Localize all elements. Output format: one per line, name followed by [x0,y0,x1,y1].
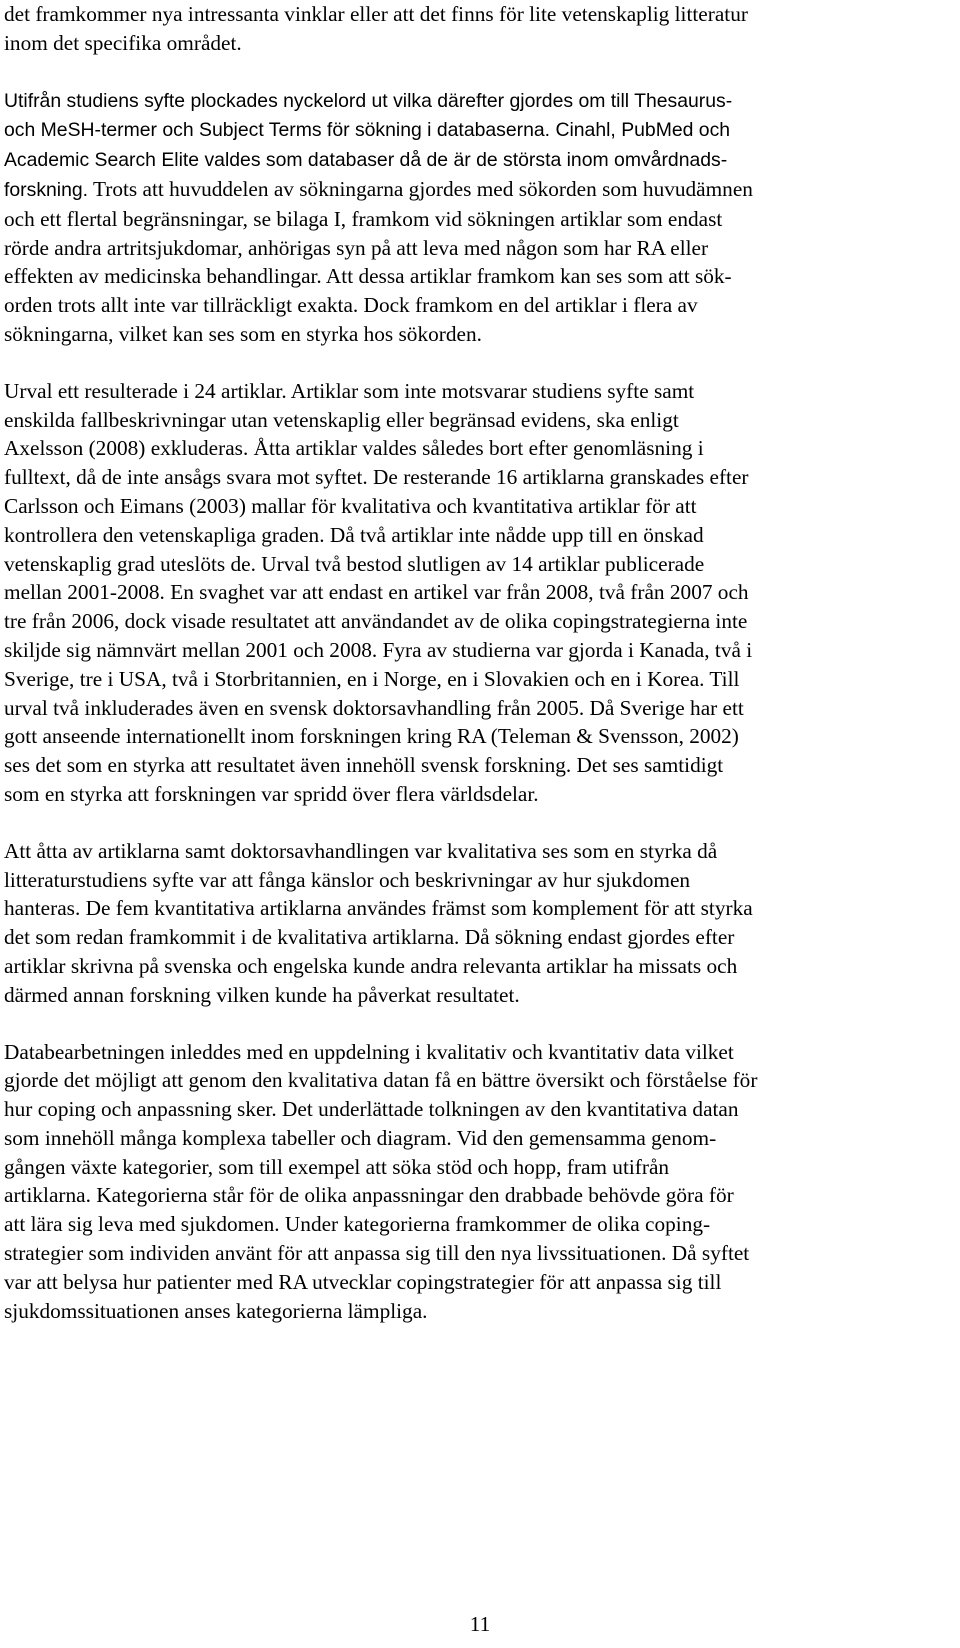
text-line [4,607,956,636]
text-line [4,205,956,234]
text-run: sökningarna, vilket kan ses som en styrka hos sökorden. [4,321,482,346]
text-run: Urval ett resulterade i 24 artiklar. Artiklar som inte motsvarar studiens syfte samt [4,378,695,403]
paragraph [4,377,956,809]
text-run: tre från 2006, dock visade resultatet att användandet av de olika copingstrategierna inte [4,609,748,634]
text-line [4,521,956,550]
text-run: Academic Search Elite valdes som databaser då de är de största inom omvårdnads- [4,149,728,172]
text-line [4,981,956,1010]
text-line [4,291,956,320]
text-run: som innehöll många komplexa tabeller och diagram. Vid den gemensamma genom- [4,1125,717,1150]
paragraph [4,86,956,349]
text-run: det framkommer nya intressanta vinklar eller att det finns för lite vetenskaplig litteratur [4,2,748,26]
text-line [4,578,956,607]
text-run: mellan 2001-2008. En svaghet var att endast en artikel var från 2008, två från 2007 och [4,580,749,605]
text-run: och MeSH-termer och Subject Terms för sökning i databaserna. Cinahl, PubMed och [4,119,731,142]
text-run: det som redan framkommit i de kvalitativa artiklarna. Då sökning endast gjordes efter [4,925,735,950]
text-run: effekten av medicinska behandlingar. Att dessa artiklar framkom kan ses som att sök- [4,264,732,289]
text-run: skiljde sig nämnvärt mellan 2001 och 2008. Fyra av studierna var gjorda i Kanada, två i [4,637,753,662]
text-line [4,234,956,263]
text-run: kontrollera den vetenskapliga graden. Då två artiklar inte nådde upp till en önskad [4,522,704,547]
text-run: Sverige, tre i USA, två i Storbritannien, en i Norge, en i Slovakien och en i Korea. Till [4,666,740,691]
text-line [4,550,956,579]
text-run: urval två inkluderades även en svensk doktorsavhandling från 2005. Då Sverige har ett [4,695,744,720]
text-run: som en styrka att forskningen var spridd över flera världsdelar. [4,781,539,806]
text-line [4,1095,956,1124]
text-line [4,1124,956,1153]
text-run: rörde andra artritsjukdomar, anhörigas syn på att leva med någon som har RA eller [4,235,709,260]
text-run: gjorde det möjligt att genom den kvalitativa datan få en bättre översikt och förståelse för [4,1068,758,1093]
text-run: artiklar skrivna på svenska och engelska kunde andra relevanta artiklar ha missats och [4,953,738,978]
text-run: Trots att huvuddelen av sökningarna gjordes med sökorden som huvudämnen [88,176,753,201]
paragraph [4,1038,956,1326]
text-line [4,463,956,492]
text-line [4,492,956,521]
text-line [4,0,956,29]
text-line [4,175,956,205]
text-line [4,320,956,349]
text-run: Att åtta av artiklarna samt doktorsavhandlingen var kvalitativa ses som en styrka då [4,838,718,863]
text-run: vetenskaplig grad uteslöts de. Urval två bestod slutligen av 14 artiklar publicerade [4,551,705,576]
text-run: inom det specifika området. [4,30,242,55]
text-run: ses det som en styrka att resultatet även innehöll svensk forskning. Det ses samtidigt [4,753,724,778]
text-line [4,434,956,463]
text-line [4,751,956,780]
text-run: litteraturstudiens syfte var att fånga känslor och beskrivningar av hur sjukdomen [4,867,691,892]
text-run: och ett flertal begränsningar, se bilaga I, framkom vid sökningen artiklar som endast [4,206,723,231]
text-line [4,29,956,58]
text-run: forskning. [4,178,89,201]
text-line [4,1297,956,1326]
text-line [4,145,956,175]
text-line [4,115,956,145]
text-line [4,406,956,435]
text-line [4,1153,956,1182]
text-run: gott anseende internationellt inom forskningen kring RA (Teleman & Svensson, 2002) [4,724,739,749]
text-line [4,923,956,952]
body-text [4,0,956,1353]
text-line [4,694,956,723]
text-line [4,780,956,809]
text-line [4,1239,956,1268]
text-line [4,866,956,895]
text-line [4,1066,956,1095]
text-run: Databearbetningen inleddes med en uppdelning i kvalitativ och kvantitativ data vilket [4,1039,734,1064]
text-line [4,722,956,751]
text-line [4,665,956,694]
text-run: enskilda fallbeskrivningar utan vetenskaplig eller begränsad evidens, ska enligt [4,407,679,432]
text-run: var att belysa hur patienter med RA utvecklar copingstrategier för att anpassa sig till [4,1269,722,1294]
paragraph [4,0,956,58]
text-run: fulltext, då de inte ansågs svara mot syftet. De resterande 16 artiklarna granskades efter [4,465,749,490]
text-line [4,86,956,116]
text-line [4,1268,956,1297]
text-run: sjukdomssituationen anses kategorierna lämpliga. [4,1298,428,1323]
text-run: strategier som individen använt för att anpassa sig till den nya livssituationen. Då syftet [4,1241,750,1266]
text-run: därmed annan forskning vilken kunde ha påverkat resultatet. [4,982,520,1007]
text-run: orden trots allt inte var tillräckligt exakta. Dock framkom en del artiklar i flera av [4,293,698,318]
text-run: artiklarna. Kategorierna står för de olika anpassningar den drabbade behövde göra för [4,1183,734,1208]
text-run: Axelsson (2008) exkluderas. Åtta artiklar valdes således bort efter genomläsning i [4,436,704,461]
text-run: hanteras. De fem kvantitativa artiklarna användes främst som komplement för att styrka [4,896,753,921]
text-line [4,1210,956,1239]
text-line [4,262,956,291]
text-run: gången växte kategorier, som till exempel att söka stöd och hopp, fram utifrån [4,1154,670,1179]
text-run: Utifrån studiens syfte plockades nyckelord ut vilka därefter gjordes om till Thesaurus- [4,89,733,112]
text-line [4,377,956,406]
text-run: att lära sig leva med sjukdomen. Under kategorierna framkommer de olika coping- [4,1212,711,1237]
text-line [4,837,956,866]
text-line [4,1038,956,1067]
paragraph [4,837,956,1010]
text-line [4,952,956,981]
text-line [4,636,956,665]
text-line [4,894,956,923]
text-run: Carlsson och Eimans (2003) mallar för kvalitativa och kvantitativa artiklar för att [4,493,697,518]
text-line [4,1181,956,1210]
text-run: hur coping och anpassning sker. Det underlättade tolkningen av den kvantitativa datan [4,1097,739,1122]
page-number: 11 [469,1612,491,1636]
